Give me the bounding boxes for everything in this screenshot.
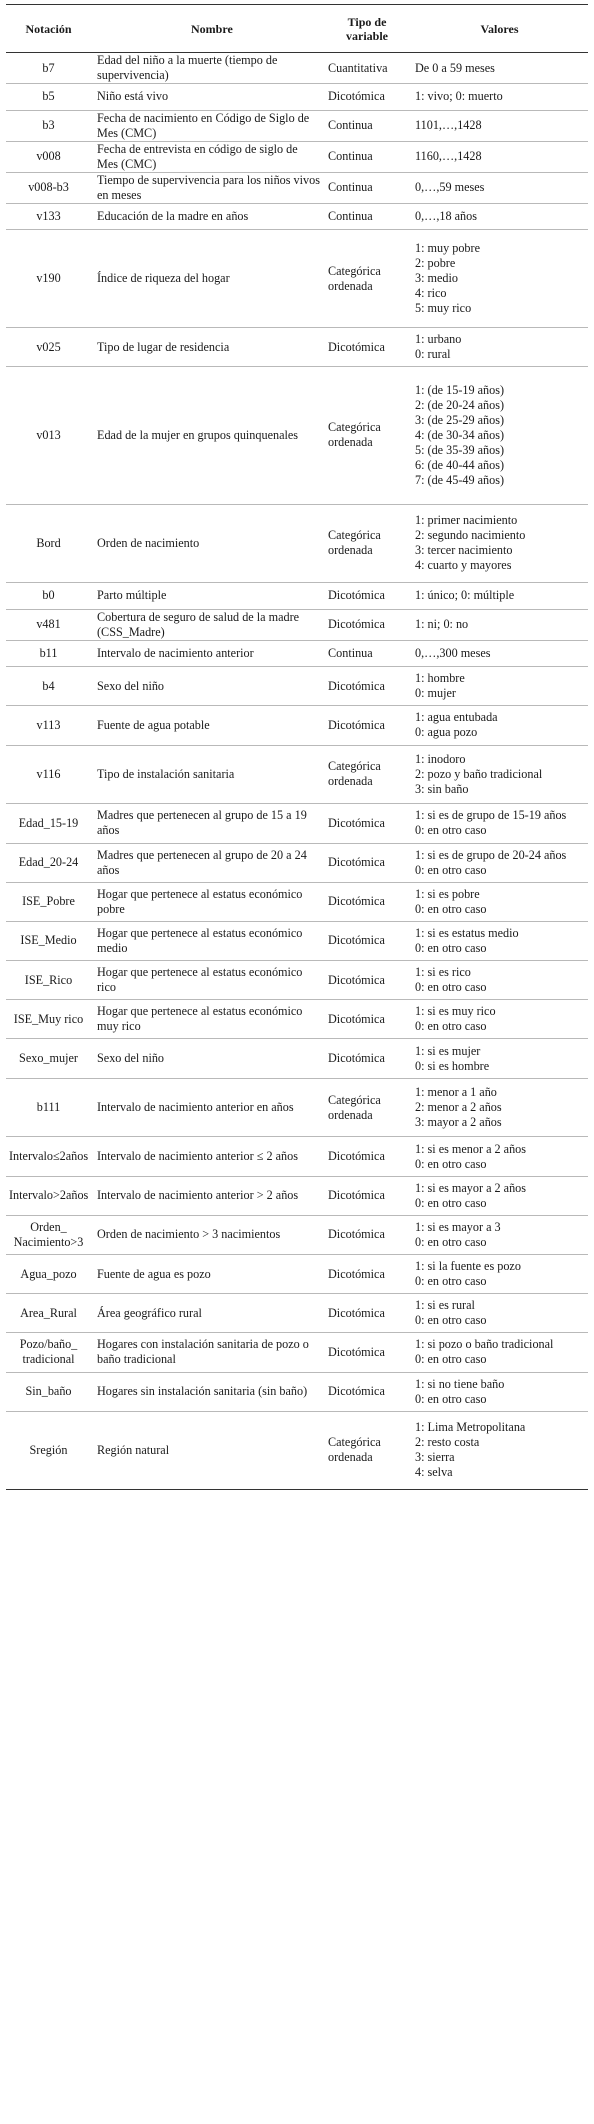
value-line: De 0 a 59 meses xyxy=(415,60,495,75)
cell-nombre: Fuente de agua es pozo xyxy=(91,1254,323,1293)
cell-nombre: Hogar que pertenece al estatus económico medio xyxy=(91,921,323,960)
value-line: 0,…,18 años xyxy=(415,208,477,223)
cell-notacion: Area_Rural xyxy=(6,1294,91,1333)
value-line: 1: si es muy rico xyxy=(415,1004,496,1019)
cell-valores xyxy=(411,1039,588,1078)
value-line: 0: en otro caso xyxy=(415,940,487,955)
cell-valores xyxy=(411,141,588,172)
header-valores: Valores xyxy=(411,5,588,53)
value-line: 1: muy pobre xyxy=(415,241,480,256)
cell-valores xyxy=(411,328,588,367)
cell-nombre: Fecha de nacimiento en Código de Siglo de Mes (CMC) xyxy=(91,110,323,141)
cell-nombre: Madres que pertenecen al grupo de 15 a 19 años xyxy=(91,804,323,843)
cell-notacion: Pozo/baño_ tradicional xyxy=(6,1333,91,1372)
cell-nombre: Niño está vivo xyxy=(91,84,323,111)
cell-notacion: Bord xyxy=(6,504,91,582)
cell-notacion: v190 xyxy=(6,230,91,328)
value-line: 6: (de 40-44 años) xyxy=(415,457,505,472)
table-row xyxy=(6,84,588,111)
cell-nombre: Intervalo de nacimiento anterior en años xyxy=(91,1078,323,1137)
value-line: 0: en otro caso xyxy=(415,1156,487,1171)
cell-notacion: Intervalo>2años xyxy=(6,1176,91,1215)
cell-nombre: Parto múltiple xyxy=(91,582,323,609)
cell-nombre: Región natural xyxy=(91,1411,323,1489)
table-row xyxy=(6,230,588,328)
cell-notacion: ISE_Rico xyxy=(6,961,91,1000)
cell-notacion: b3 xyxy=(6,110,91,141)
cell-notacion: b4 xyxy=(6,667,91,706)
cell-tipo: Dicotómica xyxy=(323,582,411,609)
value-line: 0: en otro caso xyxy=(415,823,487,838)
value-line: 1: ni; 0: no xyxy=(415,617,469,632)
value-line: 1: Lima Metropolitana xyxy=(415,1420,526,1435)
cell-tipo: Dicotómica xyxy=(323,1294,411,1333)
cell-valores xyxy=(411,667,588,706)
cell-tipo: Dicotómica xyxy=(323,1137,411,1176)
header-notacion: Notación xyxy=(6,5,91,53)
cell-tipo: Continua xyxy=(323,640,411,667)
cell-notacion: ISE_Muy rico xyxy=(6,1000,91,1039)
cell-tipo: Dicotómica xyxy=(323,609,411,640)
cell-notacion: v116 xyxy=(6,745,91,804)
cell-nombre: Edad del niño a la muerte (tiempo de supervivencia) xyxy=(91,53,323,84)
value-line: 1: si no tiene baño xyxy=(415,1376,505,1391)
value-line: 2: pobre xyxy=(415,256,456,271)
cell-notacion: v113 xyxy=(6,706,91,745)
cell-valores xyxy=(411,1078,588,1137)
cell-tipo: Dicotómica xyxy=(323,1333,411,1372)
table-row xyxy=(6,921,588,960)
value-line: 5: (de 35-39 años) xyxy=(415,442,505,457)
cell-notacion: ISE_Pobre xyxy=(6,882,91,921)
value-line: 4: (de 30-34 años) xyxy=(415,427,505,442)
value-line: 0: agua pozo xyxy=(415,725,478,740)
value-line: 0,…,300 meses xyxy=(415,645,491,660)
cell-tipo: Continua xyxy=(323,110,411,141)
cell-nombre: Edad de la mujer en grupos quinquenales xyxy=(91,367,323,504)
cell-notacion: b11 xyxy=(6,640,91,667)
value-line: 1: si es mayor a 3 xyxy=(415,1219,501,1234)
cell-valores xyxy=(411,504,588,582)
cell-tipo: Dicotómica xyxy=(323,706,411,745)
cell-nombre: Hogares con instalación sanitaria de pozo o baño tradicional xyxy=(91,1333,323,1372)
cell-tipo: Dicotómica xyxy=(323,667,411,706)
table-row xyxy=(6,1411,588,1489)
cell-tipo: Continua xyxy=(323,141,411,172)
cell-valores xyxy=(411,640,588,667)
value-line: 1: si es pobre xyxy=(415,886,480,901)
cell-tipo: Dicotómica xyxy=(323,961,411,1000)
cell-notacion: v481 xyxy=(6,609,91,640)
cell-nombre: Hogar que pertenece al estatus económico pobre xyxy=(91,882,323,921)
value-line: 3: tercer nacimiento xyxy=(415,543,513,558)
value-line: 1: si es de grupo de 15-19 años xyxy=(415,808,567,823)
cell-tipo: Dicotómica xyxy=(323,1254,411,1293)
value-line: 2: pozo y baño tradicional xyxy=(415,766,543,781)
cell-notacion: v133 xyxy=(6,203,91,230)
table-row xyxy=(6,1372,588,1411)
cell-valores xyxy=(411,1333,588,1372)
cell-tipo: Categórica ordenada xyxy=(323,504,411,582)
cell-tipo: Categórica ordenada xyxy=(323,745,411,804)
cell-valores xyxy=(411,961,588,1000)
cell-notacion: Agua_pozo xyxy=(6,1254,91,1293)
value-line: 0: en otro caso xyxy=(415,1234,487,1249)
table-row xyxy=(6,1254,588,1293)
cell-nombre: Educación de la madre en años xyxy=(91,203,323,230)
cell-tipo: Continua xyxy=(323,172,411,203)
value-line: 1: si es estatus medio xyxy=(415,925,519,940)
table-row xyxy=(6,1333,588,1372)
value-line: 1: primer nacimiento xyxy=(415,513,518,528)
cell-valores xyxy=(411,53,588,84)
value-line: 3: sierra xyxy=(415,1450,455,1465)
value-line: 0: en otro caso xyxy=(415,1391,487,1406)
value-line: 2: menor a 2 años xyxy=(415,1100,502,1115)
cell-nombre: Intervalo de nacimiento anterior xyxy=(91,640,323,667)
value-line: 4: rico xyxy=(415,286,447,301)
cell-valores xyxy=(411,582,588,609)
value-line: 1: único; 0: múltiple xyxy=(415,588,515,603)
cell-tipo: Categórica ordenada xyxy=(323,1078,411,1137)
value-line: 1: hombre xyxy=(415,671,465,686)
cell-notacion: Sregión xyxy=(6,1411,91,1489)
cell-tipo: Dicotómica xyxy=(323,1372,411,1411)
value-line: 1: si la fuente es pozo xyxy=(415,1259,521,1274)
cell-tipo: Dicotómica xyxy=(323,328,411,367)
header-tipo: Tipo de variable xyxy=(323,5,411,53)
table-row xyxy=(6,1078,588,1137)
table-row xyxy=(6,203,588,230)
cell-valores xyxy=(411,1215,588,1254)
cell-tipo: Dicotómica xyxy=(323,1000,411,1039)
cell-notacion: b0 xyxy=(6,582,91,609)
cell-nombre: Fuente de agua potable xyxy=(91,706,323,745)
table-row xyxy=(6,745,588,804)
cell-tipo: Dicotómica xyxy=(323,843,411,882)
table-row xyxy=(6,961,588,1000)
value-line: 1: si es mujer xyxy=(415,1043,481,1058)
value-line: 1: si es de grupo de 20-24 años xyxy=(415,847,567,862)
value-line: 1: menor a 1 año xyxy=(415,1085,497,1100)
cell-valores xyxy=(411,1176,588,1215)
cell-valores xyxy=(411,367,588,504)
cell-nombre: Intervalo de nacimiento anterior > 2 años xyxy=(91,1176,323,1215)
cell-nombre: Área geográfico rural xyxy=(91,1294,323,1333)
cell-nombre: Fecha de entrevista en código de siglo de Mes (CMC) xyxy=(91,141,323,172)
cell-tipo: Dicotómica xyxy=(323,1176,411,1215)
cell-tipo: Categórica ordenada xyxy=(323,367,411,504)
cell-valores xyxy=(411,706,588,745)
cell-notacion: Orden_ Nacimiento>3 xyxy=(6,1215,91,1254)
cell-notacion: Edad_15-19 xyxy=(6,804,91,843)
value-line: 7: (de 45-49 años) xyxy=(415,472,505,487)
value-line: 0: mujer xyxy=(415,686,456,701)
value-line: 0,…,59 meses xyxy=(415,180,485,195)
cell-notacion: Sexo_mujer xyxy=(6,1039,91,1078)
cell-nombre: Tipo de instalación sanitaria xyxy=(91,745,323,804)
table-row xyxy=(6,1176,588,1215)
cell-nombre: Tipo de lugar de residencia xyxy=(91,328,323,367)
cell-tipo: Dicotómica xyxy=(323,882,411,921)
table-row xyxy=(6,706,588,745)
cell-tipo: Continua xyxy=(323,203,411,230)
value-line: 1: si es mayor a 2 años xyxy=(415,1180,527,1195)
table-row xyxy=(6,1215,588,1254)
table-row xyxy=(6,1294,588,1333)
value-line: 0: en otro caso xyxy=(415,1195,487,1210)
cell-valores xyxy=(411,921,588,960)
header-row xyxy=(6,5,588,53)
cell-nombre: Madres que pertenecen al grupo de 20 a 24 años xyxy=(91,843,323,882)
cell-nombre: Hogar que pertenece al estatus económico muy rico xyxy=(91,1000,323,1039)
cell-notacion: Sin_baño xyxy=(6,1372,91,1411)
value-line: 2: segundo nacimiento xyxy=(415,528,526,543)
table-row xyxy=(6,1137,588,1176)
cell-tipo: Dicotómica xyxy=(323,921,411,960)
value-line: 1: inodoro xyxy=(415,751,466,766)
cell-valores xyxy=(411,1411,588,1489)
value-line: 4: selva xyxy=(415,1465,453,1480)
cell-valores xyxy=(411,1000,588,1039)
cell-tipo: Dicotómica xyxy=(323,804,411,843)
value-line: 4: cuarto y mayores xyxy=(415,558,512,573)
cell-valores xyxy=(411,203,588,230)
header-nombre: Nombre xyxy=(91,5,323,53)
value-line: 3: medio xyxy=(415,271,458,286)
table-row xyxy=(6,1000,588,1039)
cell-notacion: b5 xyxy=(6,84,91,111)
cell-tipo: Categórica ordenada xyxy=(323,230,411,328)
cell-valores xyxy=(411,110,588,141)
cell-nombre: Índice de riqueza del hogar xyxy=(91,230,323,328)
value-line: 1: agua entubada xyxy=(415,710,498,725)
table-row xyxy=(6,141,588,172)
cell-notacion: v025 xyxy=(6,328,91,367)
table-row xyxy=(6,609,588,640)
table-body xyxy=(6,53,588,1490)
value-line: 2: resto costa xyxy=(415,1435,480,1450)
cell-tipo: Dicotómica xyxy=(323,1039,411,1078)
cell-notacion: v008 xyxy=(6,141,91,172)
value-line: 0: en otro caso xyxy=(415,1352,487,1367)
table-row xyxy=(6,1039,588,1078)
cell-valores xyxy=(411,1254,588,1293)
value-line: 0: en otro caso xyxy=(415,1274,487,1289)
cell-valores xyxy=(411,843,588,882)
value-line: 5: muy rico xyxy=(415,301,472,316)
value-line: 0: si es hombre xyxy=(415,1058,490,1073)
cell-valores xyxy=(411,882,588,921)
value-line: 0: en otro caso xyxy=(415,1019,487,1034)
cell-nombre: Hogar que pertenece al estatus económico rico xyxy=(91,961,323,1000)
cell-valores xyxy=(411,172,588,203)
value-line: 1160,…,1428 xyxy=(415,149,482,164)
cell-nombre: Tiempo de supervivencia para los niños vivos en meses xyxy=(91,172,323,203)
table-row xyxy=(6,667,588,706)
table-row xyxy=(6,882,588,921)
value-line: 0: rural xyxy=(415,347,451,362)
value-line: 3: mayor a 2 años xyxy=(415,1115,502,1130)
value-line: 3: sin baño xyxy=(415,781,469,796)
value-line: 1: urbano xyxy=(415,332,462,347)
variables-table xyxy=(6,4,588,1490)
table-row xyxy=(6,172,588,203)
cell-valores xyxy=(411,84,588,111)
cell-valores xyxy=(411,609,588,640)
value-line: 1101,…,1428 xyxy=(415,118,482,133)
cell-valores xyxy=(411,1137,588,1176)
cell-valores xyxy=(411,1372,588,1411)
cell-notacion: Intervalo≤2años xyxy=(6,1137,91,1176)
cell-nombre: Sexo del niño xyxy=(91,667,323,706)
value-line: 3: (de 25-29 años) xyxy=(415,412,505,427)
table-row xyxy=(6,328,588,367)
cell-valores xyxy=(411,1294,588,1333)
cell-nombre: Orden de nacimiento xyxy=(91,504,323,582)
cell-nombre: Intervalo de nacimiento anterior ≤ 2 años xyxy=(91,1137,323,1176)
value-line: 1: si pozo o baño tradicional xyxy=(415,1337,554,1352)
table-row xyxy=(6,843,588,882)
cell-valores xyxy=(411,230,588,328)
value-line: 0: en otro caso xyxy=(415,1313,487,1328)
table-header xyxy=(6,5,588,53)
cell-notacion: b111 xyxy=(6,1078,91,1137)
table-row xyxy=(6,582,588,609)
cell-nombre: Sexo del niño xyxy=(91,1039,323,1078)
value-line: 0: en otro caso xyxy=(415,980,487,995)
table-row xyxy=(6,367,588,504)
cell-nombre: Hogares sin instalación sanitaria (sin baño) xyxy=(91,1372,323,1411)
cell-valores xyxy=(411,745,588,804)
cell-tipo: Categórica ordenada xyxy=(323,1411,411,1489)
cell-nombre: Orden de nacimiento > 3 nacimientos xyxy=(91,1215,323,1254)
value-line: 0: en otro caso xyxy=(415,862,487,877)
cell-tipo: Dicotómica xyxy=(323,84,411,111)
cell-tipo: Cuantitativa xyxy=(323,53,411,84)
value-line: 0: en otro caso xyxy=(415,901,487,916)
cell-notacion: Edad_20-24 xyxy=(6,843,91,882)
table-row xyxy=(6,804,588,843)
value-line: 1: (de 15-19 años) xyxy=(415,382,505,397)
cell-notacion: v013 xyxy=(6,367,91,504)
cell-valores xyxy=(411,804,588,843)
value-line: 1: si es menor a 2 años xyxy=(415,1141,527,1156)
table-row xyxy=(6,504,588,582)
value-line: 1: si es rico xyxy=(415,965,471,980)
table-row xyxy=(6,640,588,667)
value-line: 2: (de 20-24 años) xyxy=(415,397,505,412)
cell-notacion: ISE_Medio xyxy=(6,921,91,960)
cell-nombre: Cobertura de seguro de salud de la madre (CSS_Madre) xyxy=(91,609,323,640)
table-row xyxy=(6,53,588,84)
cell-notacion: b7 xyxy=(6,53,91,84)
table-row xyxy=(6,110,588,141)
value-line: 1: vivo; 0: muerto xyxy=(415,89,503,104)
cell-notacion: v008-b3 xyxy=(6,172,91,203)
cell-tipo: Dicotómica xyxy=(323,1215,411,1254)
value-line: 1: si es rural xyxy=(415,1298,475,1313)
